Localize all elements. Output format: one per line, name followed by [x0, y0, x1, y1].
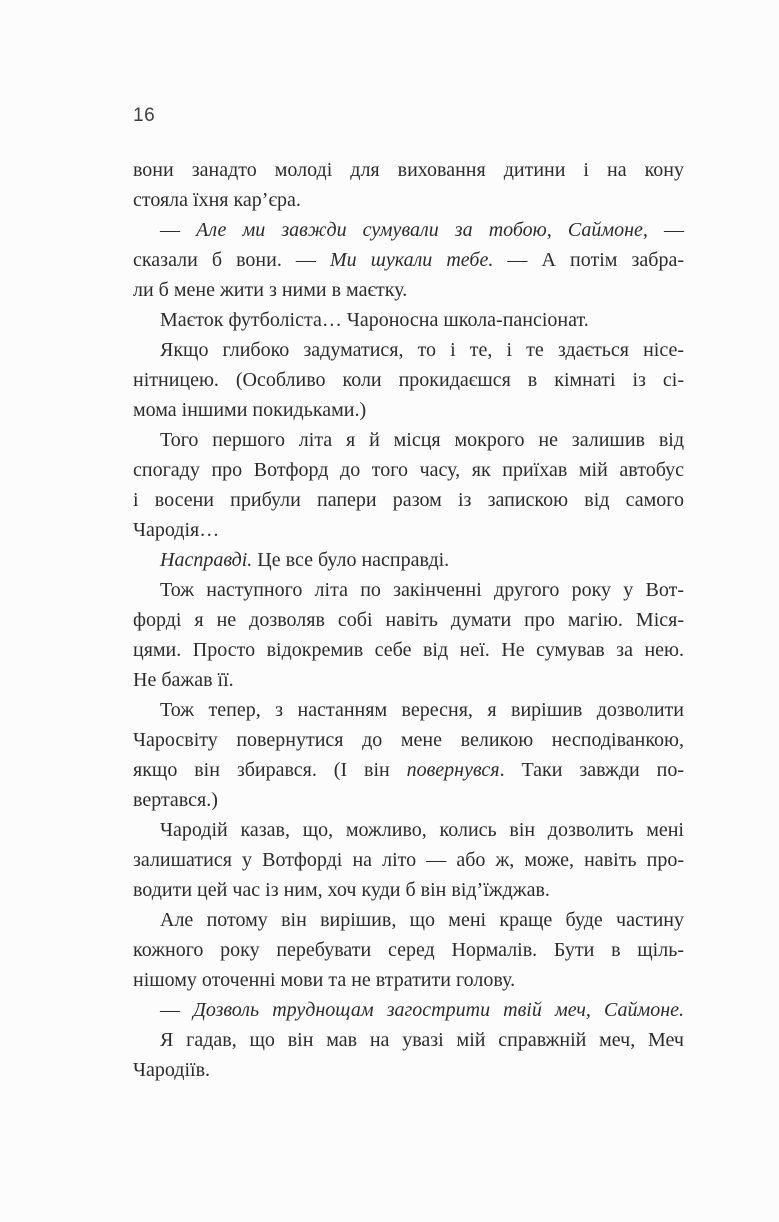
text-line — [133, 755, 684, 785]
text-line — [133, 155, 684, 185]
text-run: — — [160, 219, 197, 241]
text-run: кожного року перебувати серед Нормалів. Бути в щіль- — [133, 939, 684, 961]
text-line — [133, 335, 684, 365]
text-run: вертався.) — [133, 789, 218, 811]
text-line — [133, 695, 684, 725]
text-line — [133, 995, 684, 1025]
text-line — [133, 845, 684, 875]
paragraph — [133, 995, 684, 1025]
paragraph — [133, 155, 684, 215]
paragraph — [133, 1025, 684, 1085]
text-run: Тож наступного літа по закінченні другого року у Вот- — [160, 579, 684, 601]
paragraph — [133, 815, 684, 905]
paragraph — [133, 305, 684, 335]
paragraph — [133, 215, 684, 305]
text-block — [133, 155, 684, 1085]
text-run: Чародіїв. — [133, 1059, 211, 1081]
text-line — [133, 215, 684, 245]
text-run: Чаросвіту повернутися до мене великою несподіванкою, — [133, 729, 684, 751]
italic-text-run: Але ми завжди сумували за тобою, Саймоне, — [196, 219, 648, 241]
text-run: і восени прибули папери разом із запискою від самого — [133, 489, 684, 511]
text-run: Це все було насправді. — [252, 549, 450, 571]
text-run: Чародія… — [133, 519, 220, 541]
text-run: водити цей час із ним, хоч куди б він від’їжджав. — [133, 879, 550, 901]
text-line — [133, 425, 684, 455]
text-line — [133, 665, 684, 695]
text-line — [133, 605, 684, 635]
text-line — [133, 455, 684, 485]
text-run: Якщо глибоко задуматися, то і те, і те здається нісе- — [160, 339, 684, 361]
text-line — [133, 545, 684, 575]
text-line — [133, 515, 684, 545]
text-run: Не бажав її. — [133, 669, 234, 691]
text-line — [133, 305, 684, 335]
text-run: — А потім забра- — [493, 249, 684, 271]
text-line — [133, 245, 684, 275]
text-run: якщо він збирався. (І він — [133, 759, 407, 781]
text-run: нітницею. (Особливо коли прокидаєшся в кімнаті із сі- — [133, 369, 684, 391]
text-run: Чародій казав, що, можливо, колись він дозволить мені — [160, 819, 684, 841]
text-run: мома іншими покидьками.) — [133, 399, 367, 421]
italic-text-run: Дозволь труднощам загострити твій меч, Саймоне. — [193, 999, 685, 1021]
italic-text-run: Насправді. — [160, 549, 253, 571]
text-line — [133, 1025, 684, 1055]
paragraph — [133, 425, 684, 545]
text-run: Але потому він вирішив, що мені краще буде частину — [160, 909, 684, 931]
text-run: Я гадав, що він мав на увазі мій справжній меч, Меч — [160, 1029, 684, 1051]
text-line — [133, 725, 684, 755]
text-run: — — [647, 219, 685, 241]
text-run: стояла їхня кар’єра. — [133, 189, 301, 211]
text-run: цями. Просто відокремив себе від неї. Не сумував за нею. — [133, 639, 684, 661]
text-line — [133, 275, 684, 305]
text-run: — — [160, 999, 194, 1021]
italic-text-run: повернувся — [406, 759, 500, 781]
text-run: Маєток футболіста… Чароносна школа-пансіонат. — [160, 309, 589, 331]
text-line — [133, 575, 684, 605]
text-run: Того першого літа я й місця мокрого не залишив від — [160, 429, 684, 451]
text-run: нішому оточенні мови та не втратити голову. — [133, 969, 516, 991]
text-line — [133, 185, 684, 215]
text-run: . Таки завжди по- — [499, 759, 684, 781]
paragraph — [133, 905, 684, 995]
paragraph — [133, 545, 684, 575]
text-run: сказали б вони. — — [133, 249, 330, 271]
text-run: спогаду про Вотфорд до того часу, як приїхав мій автобус — [133, 459, 684, 481]
text-line — [133, 1055, 684, 1085]
text-run: Тож тепер, з настанням вересня, я вирішив дозволити — [160, 699, 684, 721]
paragraph — [133, 575, 684, 695]
paragraph — [133, 335, 684, 425]
italic-text-run: Ми шукали тебе. — [330, 249, 494, 271]
page-number: 16 — [133, 105, 156, 126]
text-line — [133, 965, 684, 995]
text-line — [133, 635, 684, 665]
text-run: ли б мене жити з ними в маєтку. — [133, 279, 408, 301]
text-line — [133, 905, 684, 935]
text-line — [133, 365, 684, 395]
text-line — [133, 395, 684, 425]
text-line — [133, 815, 684, 845]
text-line — [133, 485, 684, 515]
text-run: форді я не дозволяв собі навіть думати про магію. Міся- — [133, 609, 684, 631]
text-line — [133, 785, 684, 815]
text-run: вони занадто молоді для виховання дитини і на кону — [133, 159, 684, 181]
text-run: залишатися у Вотфорді на літо — або ж, може, навіть про- — [133, 849, 684, 871]
text-line — [133, 935, 684, 965]
text-line — [133, 875, 684, 905]
paragraph — [133, 695, 684, 815]
